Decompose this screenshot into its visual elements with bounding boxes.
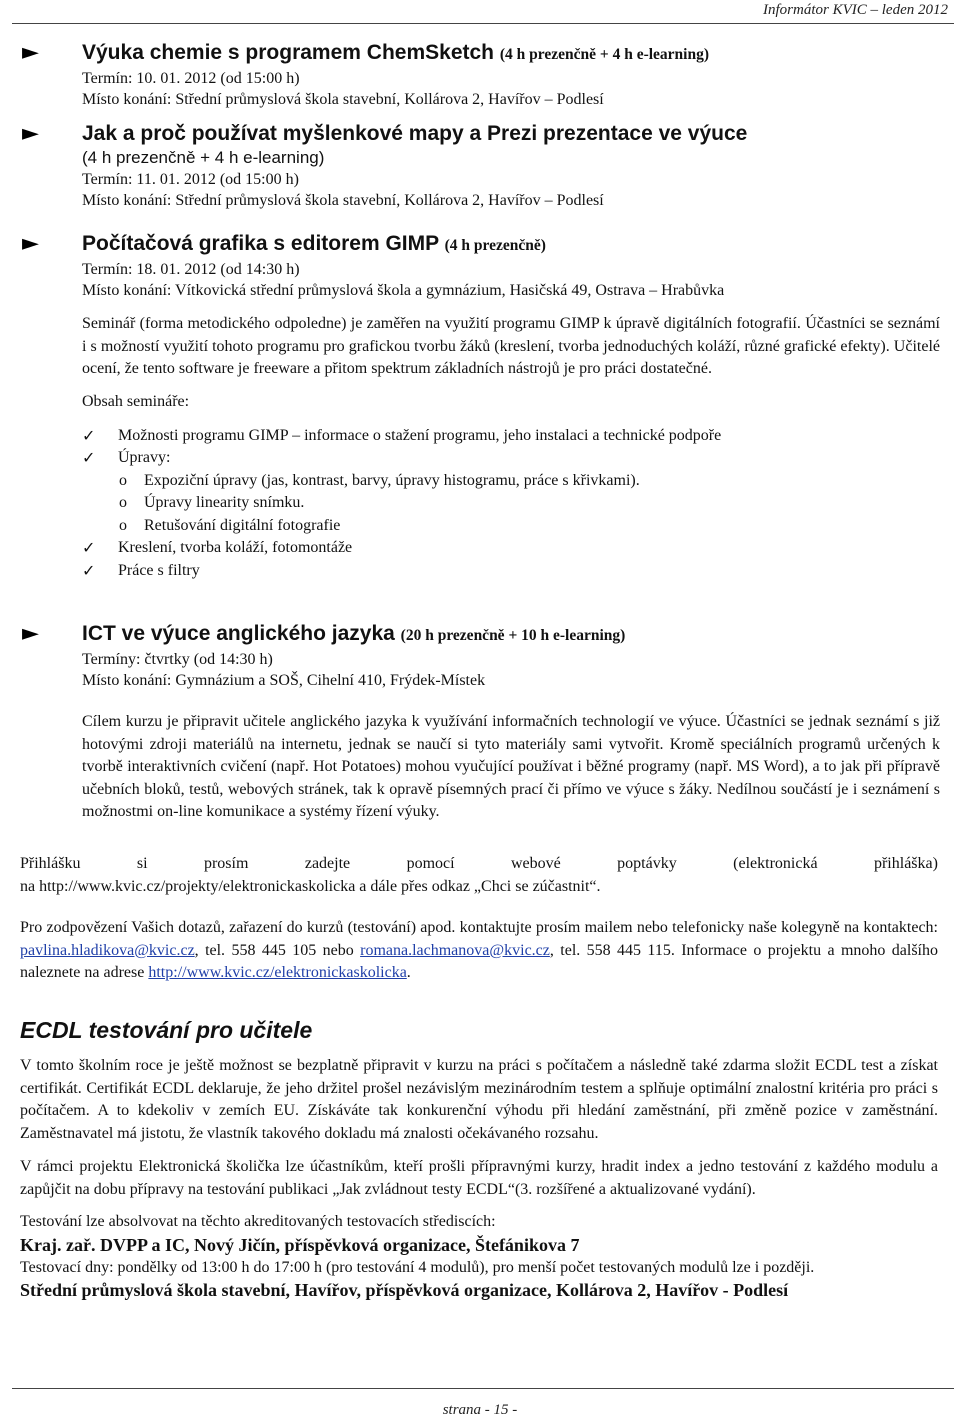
course-title: Jak a proč používat myšlenkové mapy a Prezi prezentace ve výuce xyxy=(82,122,748,145)
list-item: ✓ Úpravy: xyxy=(82,447,942,470)
course-date: Termín: 18. 01. 2012 (od 14:30 h) xyxy=(82,261,300,278)
test-center-2: Střední průmyslová škola stavební, Havířov, příspěvková organizace, Kollárova 2, Havířov - Podlesí xyxy=(20,1280,789,1300)
course-place: Místo konání: Vítkovická střední průmyslová škola a gymnázium, Hasičská 49, Ostrava – Hrabůvka xyxy=(82,282,725,299)
course-place: Místo konání: Střední průmyslová škola stavební, Kollárova 2, Havířov – Podlesí xyxy=(82,91,604,108)
project-url-link[interactable]: http://www.kvic.cz/elektronickaskolicka xyxy=(148,964,407,981)
course-place: Místo konání: Střední průmyslová škola stavební, Kollárova 2, Havířov – Podlesí xyxy=(82,192,604,209)
pointer-arrow-icon: ► xyxy=(22,231,39,256)
header-title: Informátor KVIC – leden 2012 xyxy=(763,2,948,18)
bullet-o-icon: o xyxy=(119,471,127,489)
ecdl-paragraph-1: V tomto školním roce je ještě možnost se bezplatně připravit v kurzu na práci s počítačem a následně také zdarma složit ECDL test a získat certifikát. Certifikát ECDL deklaruje, že jeho držitel prošel nezávislým mezinárodním testem a splňuje optimální znalostní kritéria pro práci s počítačem. A to kdekoliv v zemích EU. Získáváte tak konkurenční výhodu při hledání zaměstnání, při změně pozice v zaměstnání. Zaměstnavatel má jistotu, že vlastník takového dokladu má znalosti očekávaného rozsahu. xyxy=(20,1057,938,1142)
course-description: Seminář (forma metodického odpoledne) je zaměřen na využití programu GIMP k úpravě digitálních fotografií. Účastníci se seznámí i s možností využití tohoto programu pro grafickou tvorbu žáků (kreslení, tvorba jednoduchých koláží, různé grafické efekty). Učitelé ocení, že tento software je freeware a přitom spektrum základních nástrojů je pro práci dostatečné. xyxy=(82,315,940,377)
registration-line-2: na http://www.kvic.cz/projekty/elektronickaskolicka a dále přes odkaz „Chci se zúčastnit“. xyxy=(20,877,601,895)
bullet-o-icon: o xyxy=(119,516,127,534)
course-description: Cílem kurzu je připravit učitele anglického jazyka k využívání informačních technologií ve výuce. Účastníci se jednak seznámí s již hotovými zdroji materiálů na internetu, jednak se naučí si tyto materiály sami vytvořit. Kromě speciálních programů určených k tvorbě interaktivních cvičení (např. Hot Potatoes) mohou vyučující používat i běžné programy (např. MS Word), a to jak při přípravě učebních bloků, testů, webových stránek, tak k opravě písemných prací či přímo ve výuce s žáky. Nedílnou součástí je i seznámení s možnostmi on-line komunikace a systémy řízení výuky. xyxy=(82,713,940,820)
sub-list xyxy=(82,470,942,538)
course-date: Termíny: čtvrtky (od 14:30 h) xyxy=(82,651,273,668)
course-date: Termín: 10. 01. 2012 (od 15:00 h) xyxy=(82,70,300,87)
course-hours: (20 h prezenčně + 10 h e-learning) xyxy=(400,627,626,644)
list-item: ✓ Kreslení, tvorba koláží, fotomontáže xyxy=(82,537,942,560)
pointer-arrow-icon: ► xyxy=(22,40,39,65)
ecdl-paragraph-2: V rámci projektu Elektronická školička lze účastníkům, kteří prošli přípravnými kurzy, hradit index a jedno testování z každého modulu a zapůjčit na dobu přípravy na testování publikaci „Jak zvládnout testy ECDL“(3. rozšířené a aktualizované vydání). xyxy=(20,1158,938,1198)
page-number: strana - 15 - xyxy=(442,1402,518,1418)
course-title-text: Počítačová grafika s editorem GIMP xyxy=(82,232,439,255)
contents-label: Obsah semináře: xyxy=(82,392,190,410)
course-hours: (4 h prezenčně + 4 h e-learning) xyxy=(82,148,325,167)
contact-paragraph: Pro zodpovězení Vašich dotazů, zařazení do kurzů (testování) apod. kontaktujte prosím mailem nebo telefonicky naše kolegyně na kontaktech: pavlina.hladikova@kvic.cz, tel. 558 445 105 nebo romana.lachmanova@kvic.cz, tel. 558 445 115. Informace o projektu a mnoho dalšího naleznete na adrese http://www.kvic.cz/elektronickaskolicka. xyxy=(20,919,938,981)
check-icon: ✓ xyxy=(82,538,96,557)
registration xyxy=(20,853,938,898)
ecdl-section xyxy=(20,1015,938,1302)
bullet-o-icon: o xyxy=(119,494,127,511)
check-icon: ✓ xyxy=(82,425,96,445)
ecdl-paragraph-3: Testování lze absolvovat na těchto akreditovaných testovacích střediscích: xyxy=(20,1213,496,1230)
email-link-hladikova[interactable]: pavlina.hladikova@kvic.cz xyxy=(20,941,195,959)
course-title-text: Výuka chemie s programem ChemSketch xyxy=(82,41,495,64)
course-place: Místo konání: Gymnázium a SOŠ, Cihelní 410, Frýdek-Místek xyxy=(82,672,486,689)
course-chemsketch xyxy=(22,40,942,110)
ecdl-paragraph-4: Testovací dny: pondělky od 13:00 h do 17:00 h (pro testování 4 modulů), pro menší počet testovaných modulů lze i později. xyxy=(20,1258,815,1276)
list-item: ✓ Práce s filtry xyxy=(82,560,942,583)
pointer-arrow-icon: ► xyxy=(22,621,39,646)
course-date: Termín: 11. 01. 2012 (od 15:00 h) xyxy=(82,171,299,188)
course-title xyxy=(82,621,942,649)
page-header xyxy=(0,0,960,26)
contact-info xyxy=(20,917,938,985)
sub-list-item: o Expoziční úpravy (jas, kontrast, barvy, úpravy histogramu, práce s křivkami). xyxy=(82,470,942,493)
contents-list xyxy=(82,425,942,470)
course-title-text: ICT ve výuce anglického jazyka xyxy=(82,622,395,645)
course-title xyxy=(82,40,942,68)
course-hours: (4 h prezenčně) xyxy=(444,237,546,254)
course-mindmaps xyxy=(22,121,942,211)
contents-list-continued xyxy=(82,537,942,582)
list-item: ✓ Možnosti programu GIMP – informace o stažení programu, jeho instalaci a technické podpoře xyxy=(82,425,942,448)
pointer-arrow-icon: ► xyxy=(22,121,39,146)
email-link-lachmanova[interactable]: romana.lachmanova@kvic.cz xyxy=(360,941,550,959)
header-rule xyxy=(12,23,954,24)
footer-rule xyxy=(12,1388,954,1389)
sub-list-item: o Úpravy linearity snímku. xyxy=(82,492,942,515)
course-ict-english xyxy=(22,621,942,824)
test-center-1: Kraj. zař. DVPP a IC, Nový Jičín, příspěvková organizace, Štefánikova 7 xyxy=(20,1234,580,1255)
course-gimp xyxy=(22,231,942,582)
course-hours: (4 h prezenčně + 4 h e-learning) xyxy=(499,46,710,63)
section-title: ECDL testování pro učitele xyxy=(20,1017,313,1043)
registration-line-1: Přihlášku si prosím zadejte pomocí webové poptávky (elektronická přihláška) xyxy=(20,855,938,872)
check-icon: ✓ xyxy=(82,560,96,580)
sub-list-item: o Retušování digitální fotografie xyxy=(82,515,942,538)
check-icon: ✓ xyxy=(82,448,96,467)
course-title xyxy=(82,231,942,259)
